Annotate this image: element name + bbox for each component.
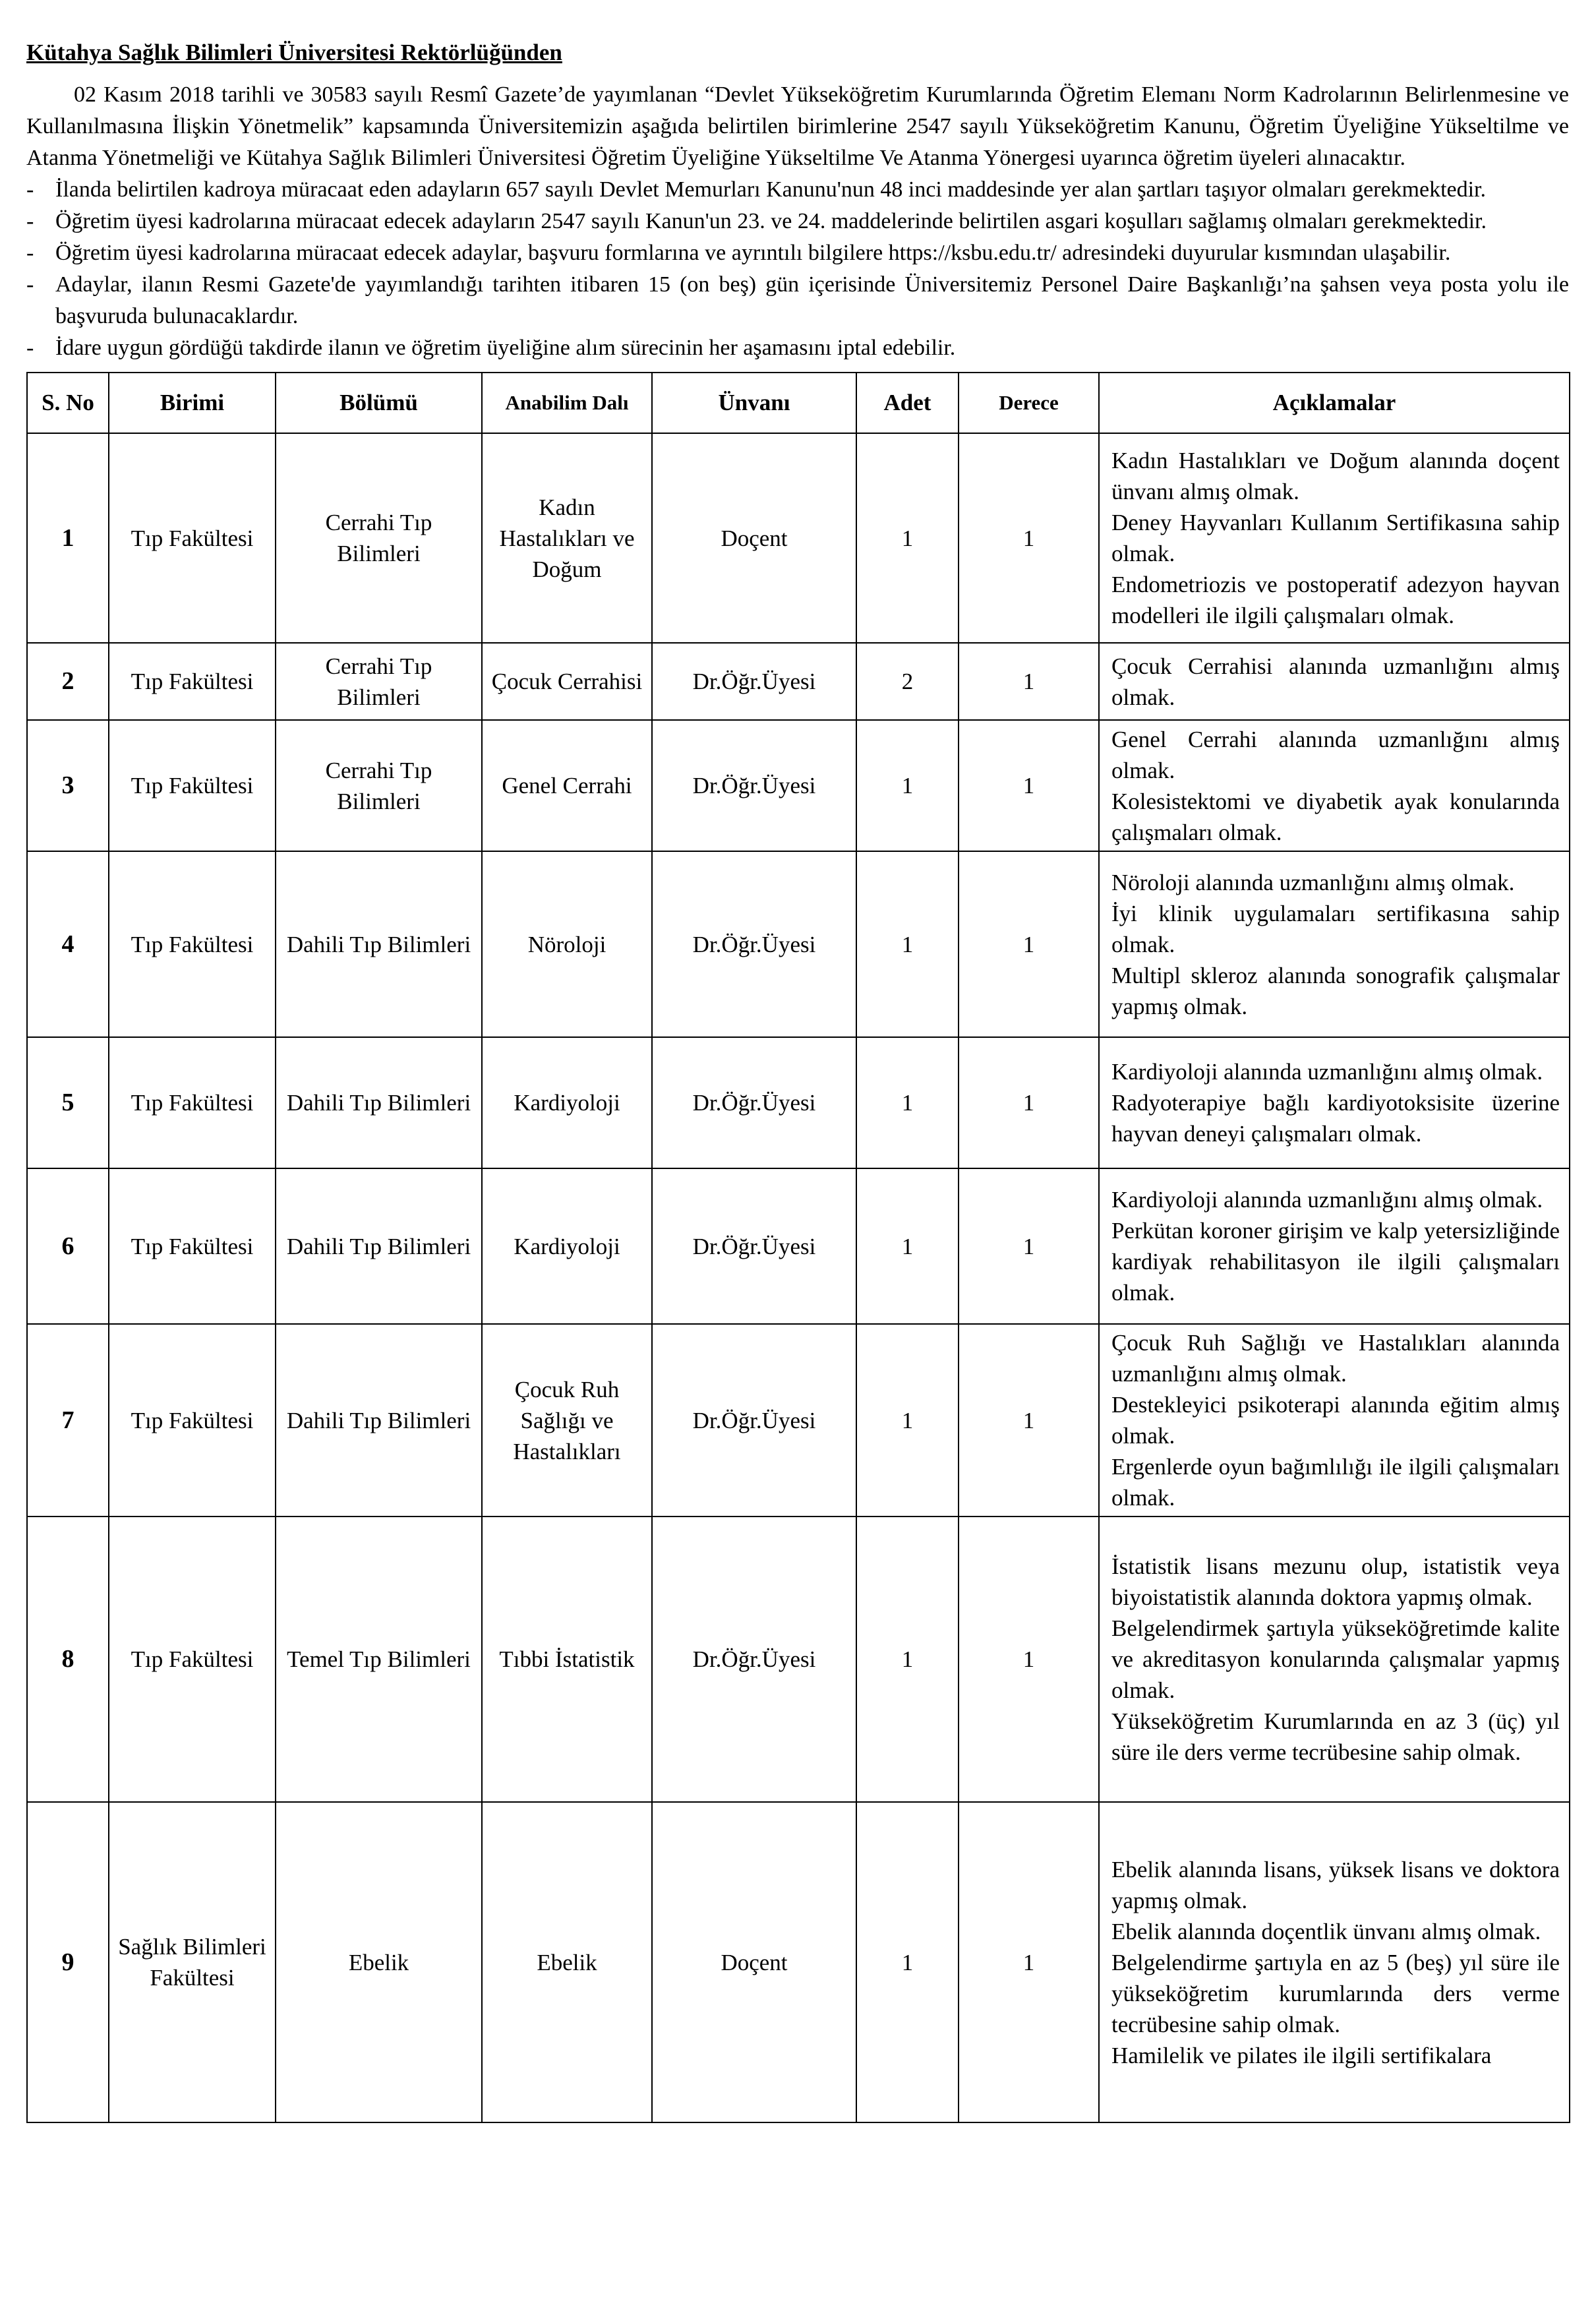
cell-aciklamalar (1099, 1168, 1570, 1324)
requirement-text: Adaylar, ilanın Resmi Gazete'de yayımlandığı tarihten itibaren 15 (on beş) gün içerisinde Üniversitemiz Personel Daire Başkanlığı’na şahsen veya posta yolu ile başvuruda bulunacaklardır. (55, 272, 1569, 328)
requirement-item (26, 332, 1569, 364)
header-birimi: Birimi (109, 373, 276, 433)
cell-no: 7 (27, 1324, 109, 1517)
header-no: S. No (27, 373, 109, 433)
requirement-text: İdare uygun gördüğü takdirde ilanın ve öğretim üyeliğine alım sürecinin her aşamasını iptal edebilir. (55, 336, 956, 360)
requirement-note: Deney Hayvanları Kullanım Sertifikasına sahip olmak. (1111, 510, 1560, 566)
cell-adet: 1 (856, 720, 959, 851)
requirement-note: Ergenlerde oyun bağımlılığı ile ilgili çalışmaları olmak. (1111, 1454, 1560, 1511)
cell-birimi: Tıp Fakültesi (109, 643, 276, 720)
cell-bolumu: Dahili Tıp Bilimleri (276, 851, 482, 1037)
requirement-note: Belgelendirme şartıyla en az 5 (beş) yıl süre ile yükseköğretim kurumlarında ders verme tecrübesine sahip olmak. (1111, 1949, 1560, 2037)
cell-aciklamalar (1099, 720, 1570, 851)
cell-birimi: Tıp Fakültesi (109, 433, 276, 643)
cell-derece: 1 (959, 1168, 1099, 1324)
bullet-dash: - (26, 177, 34, 202)
table-row (27, 1324, 1570, 1517)
cell-anabilim-dali: Ebelik (482, 1802, 652, 2122)
requirement-note: Hamilelik ve pilates ile ilgili sertifikalara (1111, 2042, 1492, 2068)
bullet-dash: - (26, 272, 34, 297)
cell-adet: 1 (856, 1802, 959, 2122)
cell-birimi: Tıp Fakültesi (109, 1517, 276, 1802)
cell-unvani: Dr.Öğr.Üyesi (652, 720, 856, 851)
cell-no: 5 (27, 1037, 109, 1168)
cell-anabilim-dali: Genel Cerrahi (482, 720, 652, 851)
header-anabilim-dali: Anabilim Dalı (482, 373, 652, 433)
header-adet: Adet (856, 373, 959, 433)
header-unvani: Ünvanı (652, 373, 856, 433)
cell-adet: 1 (856, 1324, 959, 1517)
requirement-note: Nöroloji alanında uzmanlığını almış olmak. (1111, 869, 1515, 895)
requirement-text: İlanda belirtilen kadroya müracaat eden adayların 657 sayılı Devlet Memurları Kanunu'nun 48 inci maddesinde yer alan şartları taşıyor olmaları gerekmektedir. (55, 177, 1487, 202)
cell-aciklamalar (1099, 433, 1570, 643)
cell-anabilim-dali: Kardiyoloji (482, 1037, 652, 1168)
cell-no: 9 (27, 1802, 109, 2122)
cell-birimi: Sağlık Bilimleri Fakültesi (109, 1802, 276, 2122)
cell-adet: 2 (856, 643, 959, 720)
cell-birimi: Tıp Fakültesi (109, 1037, 276, 1168)
requirement-note: İstatistik lisans mezunu olup, istatistik veya biyoistatistik alanında doktora yapmış olmak. (1111, 1553, 1560, 1610)
bullet-dash: - (26, 209, 34, 233)
requirement-note: Ebelik alanında lisans, yüksek lisans ve doktora yapmış olmak. (1111, 1856, 1560, 1913)
requirement-note: İyi klinik uygulamaları sertifikasına sahip olmak. (1111, 900, 1560, 957)
requirement-note: Ebelik alanında doçentlik ünvanı almış olmak. (1111, 1918, 1541, 1944)
requirement-note: Kardiyoloji alanında uzmanlığını almış olmak. (1111, 1187, 1543, 1213)
cell-bolumu: Temel Tıp Bilimleri (276, 1517, 482, 1802)
cell-adet: 1 (856, 1517, 959, 1802)
cell-birimi: Tıp Fakültesi (109, 851, 276, 1037)
requirement-text: Öğretim üyesi kadrolarına müracaat edecek adayların 2547 sayılı Kanun'un 23. ve 24. maddelerinde belirtilen asgari koşulları sağlamış olmaları gerekmektedir. (55, 209, 1487, 233)
table-row (27, 1037, 1570, 1168)
table-row (27, 1168, 1570, 1324)
announcement-page (26, 38, 1569, 2123)
table-row (27, 1802, 1570, 2122)
cell-bolumu: Dahili Tıp Bilimleri (276, 1037, 482, 1168)
cell-aciklamalar (1099, 643, 1570, 720)
cell-no: 4 (27, 851, 109, 1037)
requirement-item (26, 174, 1569, 206)
cell-derece: 1 (959, 643, 1099, 720)
positions-table (26, 372, 1570, 2123)
cell-bolumu: Cerrahi Tıp Bilimleri (276, 433, 482, 643)
requirement-note: Kolesistektomi ve diyabetik ayak konularında çalışmaları olmak. (1111, 788, 1560, 845)
cell-derece: 1 (959, 720, 1099, 851)
requirement-note: Destekleyici psikoterapi alanında eğitim almış olmak. (1111, 1392, 1560, 1449)
cell-unvani: Dr.Öğr.Üyesi (652, 851, 856, 1037)
cell-adet: 1 (856, 851, 959, 1037)
cell-anabilim-dali: Kadın Hastalıkları ve Doğum (482, 433, 652, 643)
requirement-note: Radyoterapiye bağlı kardiyotoksisite üzerine hayvan deneyi çalışmaları olmak. (1111, 1090, 1560, 1147)
cell-unvani: Dr.Öğr.Üyesi (652, 1037, 856, 1168)
cell-birimi: Tıp Fakültesi (109, 720, 276, 851)
requirement-note: Endometriozis ve postoperatif adezyon hayvan modelleri ile ilgili çalışmaları olmak. (1111, 572, 1560, 628)
requirement-item (26, 206, 1569, 237)
requirement-note: Genel Cerrahi alanında uzmanlığını almış olmak. (1111, 726, 1560, 783)
requirement-note: Belgelendirmek şartıyla yükseköğretimde kalite ve akreditasyon konularında çalışmalar yapmış olmak. (1111, 1615, 1560, 1703)
cell-unvani: Dr.Öğr.Üyesi (652, 1168, 856, 1324)
table-header-row (27, 373, 1570, 433)
cell-no: 3 (27, 720, 109, 851)
cell-no: 8 (27, 1517, 109, 1802)
cell-unvani: Dr.Öğr.Üyesi (652, 1324, 856, 1517)
header-aciklamalar: Açıklamalar (1099, 373, 1570, 433)
cell-aciklamalar (1099, 1324, 1570, 1517)
cell-bolumu: Cerrahi Tıp Bilimleri (276, 720, 482, 851)
table-row (27, 433, 1570, 643)
cell-aciklamalar (1099, 1802, 1570, 2122)
intro-paragraph: 02 Kasım 2018 tarihli ve 30583 sayılı Resmî Gazete’de yayımlanan “Devlet Yükseköğretim Kurumlarında Öğretim Elemanı Norm Kadrolarının Belirlenmesine ve Kullanılmasına İlişkin Yönetmelik” kapsamında Üniversitemizin aşağıda belirtilen birimlerine 2547 sayılı Yükseköğretim Kanunu, Öğretim Üyeliğine Yükseltilme ve Atanma Yönetmeliği ve Kütahya Sağlık Bilimleri Üniversitesi Öğretim Üyeliğine Yükseltilme Ve Atanma Yönergesi uyarınca öğretim üyeleri alınacaktır. (26, 82, 1569, 170)
table-row (27, 851, 1570, 1037)
cell-aciklamalar (1099, 851, 1570, 1037)
cell-derece: 1 (959, 433, 1099, 643)
cell-adet: 1 (856, 433, 959, 643)
cell-anabilim-dali: Nöroloji (482, 851, 652, 1037)
requirement-note: Yükseköğretim Kurumlarında en az 3 (üç) yıl süre ile ders verme tecrübesine sahip olmak. (1111, 1708, 1560, 1765)
cell-birimi: Tıp Fakültesi (109, 1324, 276, 1517)
requirement-text: Öğretim üyesi kadrolarına müracaat edecek adaylar, başvuru formlarına ve ayrıntılı bilgilere https://ksbu.edu.tr/ adresindeki duyurular kısmından ulaşabilir. (55, 241, 1451, 265)
cell-derece: 1 (959, 1324, 1099, 1517)
cell-derece: 1 (959, 1802, 1099, 2122)
cell-birimi: Tıp Fakültesi (109, 1168, 276, 1324)
cell-unvani: Doçent (652, 433, 856, 643)
requirement-item (26, 269, 1569, 332)
requirement-note: Kardiyoloji alanında uzmanlığını almış olmak. (1111, 1059, 1543, 1085)
cell-aciklamalar (1099, 1037, 1570, 1168)
requirement-note: Multipl skleroz alanında sonografik çalışmalar yapmış olmak. (1111, 962, 1560, 1019)
requirement-note: Perkütan koroner girişim ve kalp yetersizliğinde kardiyak rehabilitasyon ile ilgili çalışmaları olmak. (1111, 1218, 1560, 1306)
cell-adet: 1 (856, 1037, 959, 1168)
cell-aciklamalar (1099, 1517, 1570, 1802)
requirement-note: Çocuk Ruh Sağlığı ve Hastalıkları alanında uzmanlığını almış olmak. (1111, 1330, 1560, 1387)
cell-no: 1 (27, 433, 109, 643)
cell-unvani: Dr.Öğr.Üyesi (652, 1517, 856, 1802)
cell-unvani: Doçent (652, 1802, 856, 2122)
requirement-note: Kadın Hastalıkları ve Doğum alanında doçent ünvanı almış olmak. (1111, 448, 1560, 504)
header-derece: Derece (959, 373, 1099, 433)
cell-derece: 1 (959, 1517, 1099, 1802)
bullet-dash: - (26, 241, 34, 265)
cell-no: 2 (27, 643, 109, 720)
table-body (27, 433, 1570, 2122)
cell-no: 6 (27, 1168, 109, 1324)
header-bolumu: Bölümü (276, 373, 482, 433)
cell-bolumu: Ebelik (276, 1802, 482, 2122)
cell-derece: 1 (959, 1037, 1099, 1168)
cell-anabilim-dali: Kardiyoloji (482, 1168, 652, 1324)
cell-anabilim-dali: Tıbbi İstatistik (482, 1517, 652, 1802)
cell-anabilim-dali: Çocuk Ruh Sağlığı ve Hastalıkları (482, 1324, 652, 1517)
cell-derece: 1 (959, 851, 1099, 1037)
table-row (27, 1517, 1570, 1802)
cell-bolumu: Cerrahi Tıp Bilimleri (276, 643, 482, 720)
cell-anabilim-dali: Çocuk Cerrahisi (482, 643, 652, 720)
requirement-item (26, 237, 1569, 269)
table-row (27, 643, 1570, 720)
bullet-dash: - (26, 336, 34, 360)
cell-bolumu: Dahili Tıp Bilimleri (276, 1168, 482, 1324)
requirement-note: Çocuk Cerrahisi alanında uzmanlığını almış olmak. (1111, 653, 1560, 710)
requirements-list (26, 174, 1569, 364)
table-row (27, 720, 1570, 851)
cell-unvani: Dr.Öğr.Üyesi (652, 643, 856, 720)
document-title: Kütahya Sağlık Bilimleri Üniversitesi Rektörlüğünden (26, 40, 562, 65)
cell-bolumu: Dahili Tıp Bilimleri (276, 1324, 482, 1517)
cell-adet: 1 (856, 1168, 959, 1324)
